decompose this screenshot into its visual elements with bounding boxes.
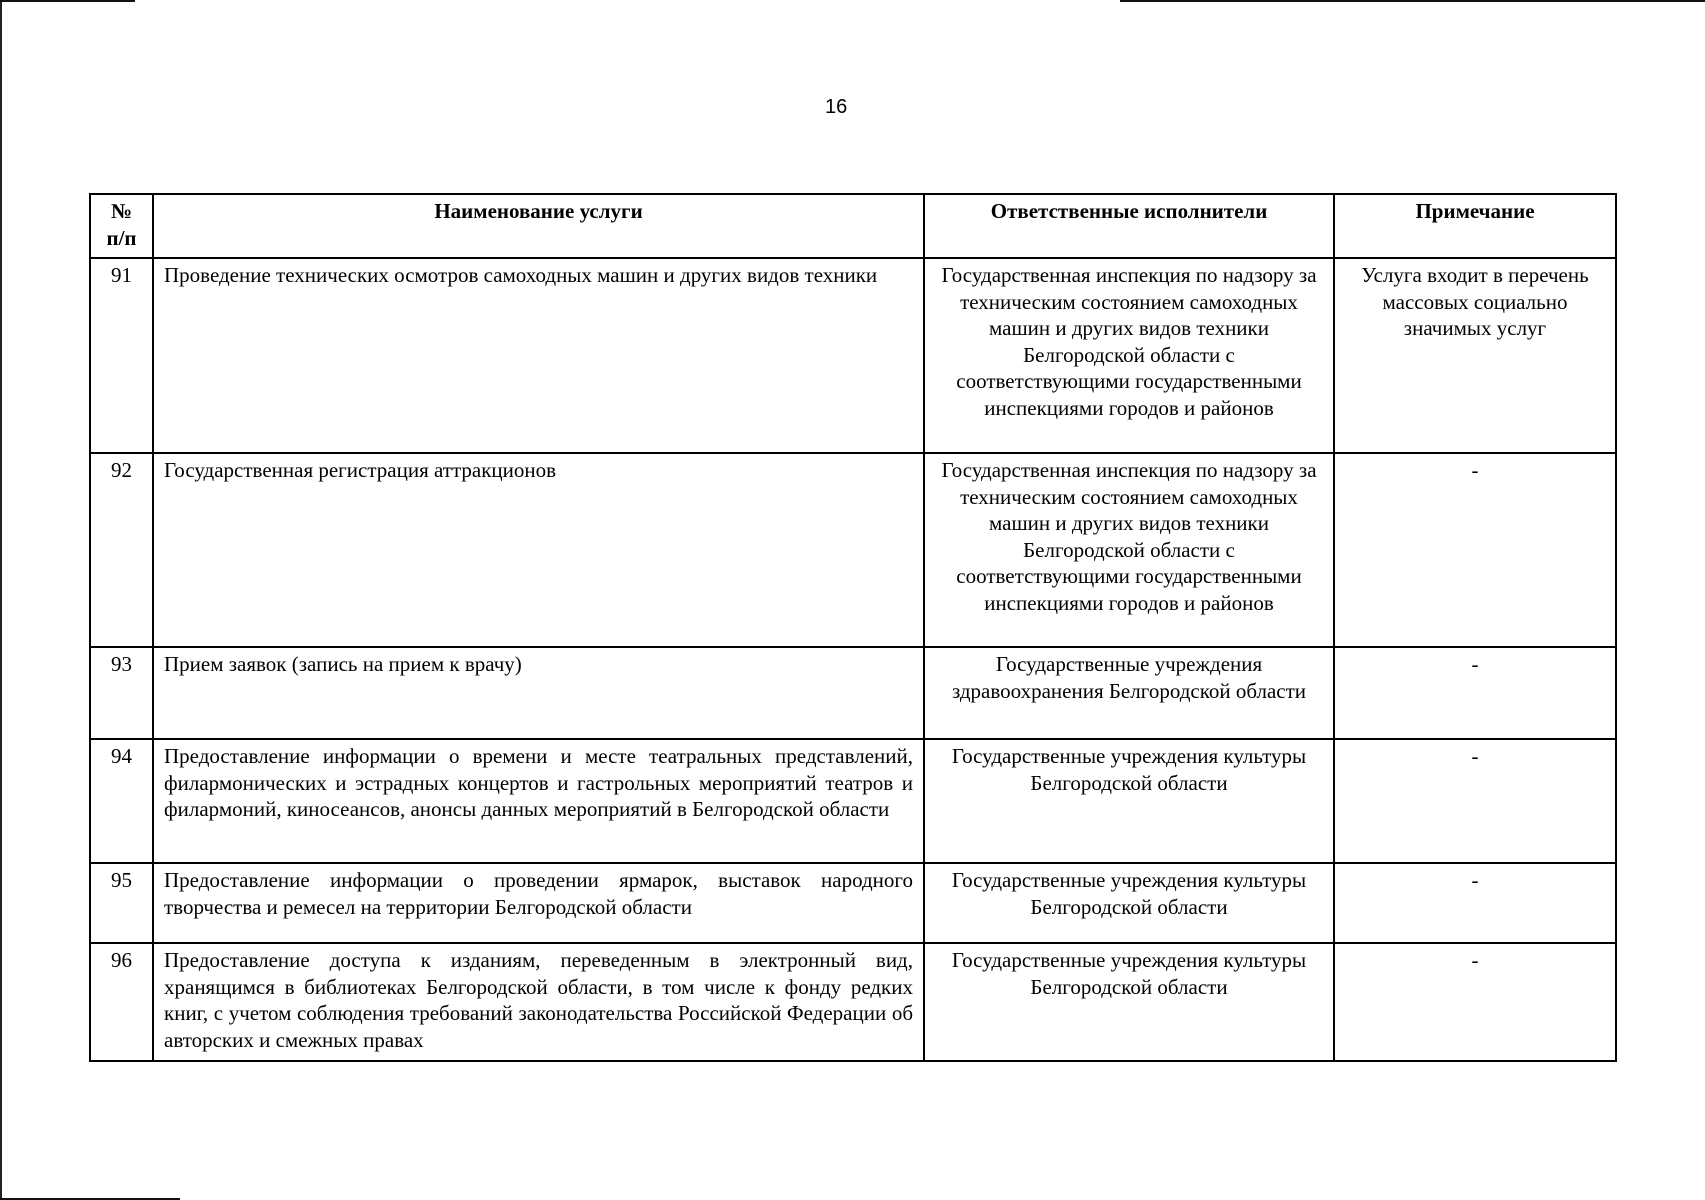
row-executors: Государственные учреждения культуры Белгородской области bbox=[924, 739, 1334, 863]
table-row bbox=[90, 453, 1616, 647]
row-executors: Государственная инспекция по надзору за техническим состоянием самоходных машин и других видов техники Белгородской области с соответствующими государственными инспекциями городов и районов bbox=[924, 258, 1334, 453]
row-note: - bbox=[1334, 863, 1616, 943]
row-number: 92 bbox=[90, 453, 153, 647]
row-service: Предоставление информации о времени и месте театральных представлений, филармонических и эстрадных концертов и гастрольных мероприятий театров и филармоний, киносеансов, анонсы данных мероприятий в Белгородской области bbox=[153, 739, 924, 863]
services-table bbox=[89, 193, 1617, 1062]
scan-edge-top-right bbox=[1120, 0, 1705, 2]
row-note: - bbox=[1334, 647, 1616, 739]
table-header-row bbox=[90, 194, 1616, 258]
row-number: 91 bbox=[90, 258, 153, 453]
row-service: Предоставление доступа к изданиям, переведенным в электронный вид, хранящимся в библиотеках Белгородской области, в том числе к фонду редких книг, с учетом соблюдения требований законодательства Российской Федерации об авторских и смежных правах bbox=[153, 943, 924, 1061]
row-note: - bbox=[1334, 943, 1616, 1061]
row-executors: Государственные учреждения культуры Белгородской области bbox=[924, 943, 1334, 1061]
table-row bbox=[90, 863, 1616, 943]
header-service: Наименование услуги bbox=[153, 194, 924, 258]
header-executors: Ответственные исполнители bbox=[924, 194, 1334, 258]
row-service: Предоставление информации о проведении ярмарок, выставок народного творчества и ремесел на территории Белгородской области bbox=[153, 863, 924, 943]
row-executors: Государственные учреждения культуры Белгородской области bbox=[924, 863, 1334, 943]
row-number: 96 bbox=[90, 943, 153, 1061]
table-row bbox=[90, 943, 1616, 1061]
scan-edge-left bbox=[0, 0, 2, 1200]
table-row bbox=[90, 258, 1616, 453]
row-number: 93 bbox=[90, 647, 153, 739]
row-executors: Государственные учреждения здравоохранения Белгородской области bbox=[924, 647, 1334, 739]
scan-edge-top-left bbox=[0, 0, 135, 2]
row-note: - bbox=[1334, 739, 1616, 863]
row-service: Государственная регистрация аттракционов bbox=[153, 453, 924, 647]
table-row bbox=[90, 647, 1616, 739]
row-number: 95 bbox=[90, 863, 153, 943]
header-number: № п/п bbox=[90, 194, 153, 258]
header-note: Примечание bbox=[1334, 194, 1616, 258]
row-note: Услуга входит в перечень массовых социально значимых услуг bbox=[1334, 258, 1616, 453]
row-service: Проведение технических осмотров самоходных машин и других видов техники bbox=[153, 258, 924, 453]
row-note: - bbox=[1334, 453, 1616, 647]
table-row bbox=[90, 739, 1616, 863]
row-service: Прием заявок (запись на прием к врачу) bbox=[153, 647, 924, 739]
row-executors: Государственная инспекция по надзору за техническим состоянием самоходных машин и других видов техники Белгородской области с соответствующими государственными инспекциями городов и районов bbox=[924, 453, 1334, 647]
page-number: 16 bbox=[825, 96, 848, 118]
row-number: 94 bbox=[90, 739, 153, 863]
